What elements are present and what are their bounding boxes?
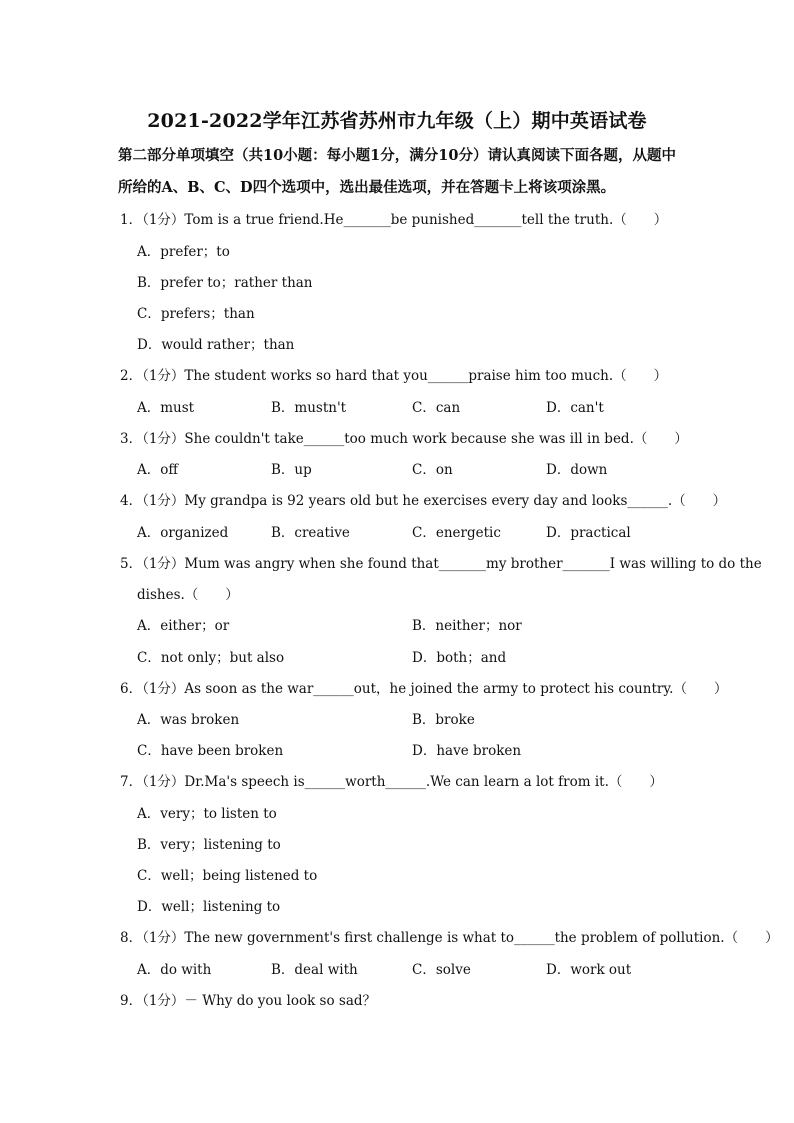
question-4-option-c[interactable]: C．energetic	[412, 525, 501, 541]
question-2-stem: 2．（1分）The student works so hard that you______praise him too much.（ ）	[120, 368, 668, 384]
question-1-option-d[interactable]: D．would rather；than	[137, 337, 295, 353]
question-1-option-a[interactable]: A．prefer；to	[137, 244, 230, 260]
question-8-option-b[interactable]: B．deal with	[271, 962, 358, 978]
question-3-option-a[interactable]: A．off	[137, 462, 178, 478]
question-6-option-a[interactable]: A．was broken	[137, 712, 240, 728]
question-3-option-c[interactable]: C．on	[412, 462, 453, 478]
question-5-stem: 5．（1分）Mum was angry when she found that_______my brother_______I was willing to do the	[120, 556, 762, 572]
question-4-option-a[interactable]: A．organized	[137, 525, 229, 541]
question-7-option-d[interactable]: D．well；listening to	[137, 899, 281, 915]
question-8-stem: 8．（1分）The new government's first challenge is what to______the problem of pollution.（ ）	[120, 930, 779, 946]
question-6-stem: 6．（1分）As soon as the war______out，he joined the army to protect his country.（ ）	[120, 681, 728, 697]
question-8-option-a[interactable]: A．do with	[137, 962, 212, 978]
section-instruction-line-2: 所给的A、B、C、D四个选项中，选出最佳选项，并在答题卡上将该项涂黑。	[118, 179, 616, 196]
question-4-option-b[interactable]: B．creative	[271, 525, 350, 541]
question-2-option-a[interactable]: A．must	[137, 400, 195, 416]
exam-title: 2021-2022学年江苏省苏州市九年级（上）期中英语试卷	[147, 110, 647, 132]
question-6-option-d[interactable]: D．have broken	[412, 743, 522, 759]
question-7-option-b[interactable]: B．very；listening to	[137, 837, 281, 853]
question-1-stem: 1．（1分）Tom is a true friend.He_______be punished_______tell the truth.（ ）	[120, 212, 668, 228]
question-4-option-d[interactable]: D．practical	[546, 525, 631, 541]
question-3-option-d[interactable]: D．down	[546, 462, 608, 478]
question-5-stem-continued: dishes.（ ）	[137, 587, 239, 603]
question-8-option-c[interactable]: C．solve	[412, 962, 471, 978]
question-7-option-c[interactable]: C．well；being listened to	[137, 868, 318, 884]
question-5-option-c[interactable]: C．not only；but also	[137, 650, 285, 666]
question-4-stem: 4．（1分）My grandpa is 92 years old but he exercises every day and looks______.（ ）	[120, 493, 727, 509]
question-9-stem: 9．（1分）－ Why do you look so sad？	[120, 993, 377, 1009]
question-5-option-b[interactable]: B．neither；nor	[412, 618, 522, 634]
question-1-option-c[interactable]: C．prefers；than	[137, 306, 255, 322]
question-6-option-c[interactable]: C．have been broken	[137, 743, 284, 759]
question-5-option-d[interactable]: D．both；and	[412, 650, 507, 666]
section-instruction-line-1: 第二部分单项填空（共10小题：每小题1分，满分10分）请认真阅读下面各题，从题中	[118, 147, 676, 164]
question-3-option-b[interactable]: B．up	[271, 462, 312, 478]
question-7-stem: 7．（1分）Dr.Ma's speech is______worth______.We can learn a lot from it.（ ）	[120, 774, 663, 790]
question-2-option-d[interactable]: D．can't	[546, 400, 604, 416]
question-6-option-b[interactable]: B．broke	[412, 712, 475, 728]
question-2-option-c[interactable]: C．can	[412, 400, 461, 416]
question-3-stem: 3．（1分）She couldn't take______too much work because she was ill in bed.（ ）	[120, 431, 688, 447]
question-7-option-a[interactable]: A．very；to listen to	[137, 806, 277, 822]
question-5-option-a[interactable]: A．either；or	[137, 618, 230, 634]
question-8-option-d[interactable]: D．work out	[546, 962, 632, 978]
question-2-option-b[interactable]: B．mustn't	[271, 400, 347, 416]
question-1-option-b[interactable]: B．prefer to；rather than	[137, 275, 313, 291]
